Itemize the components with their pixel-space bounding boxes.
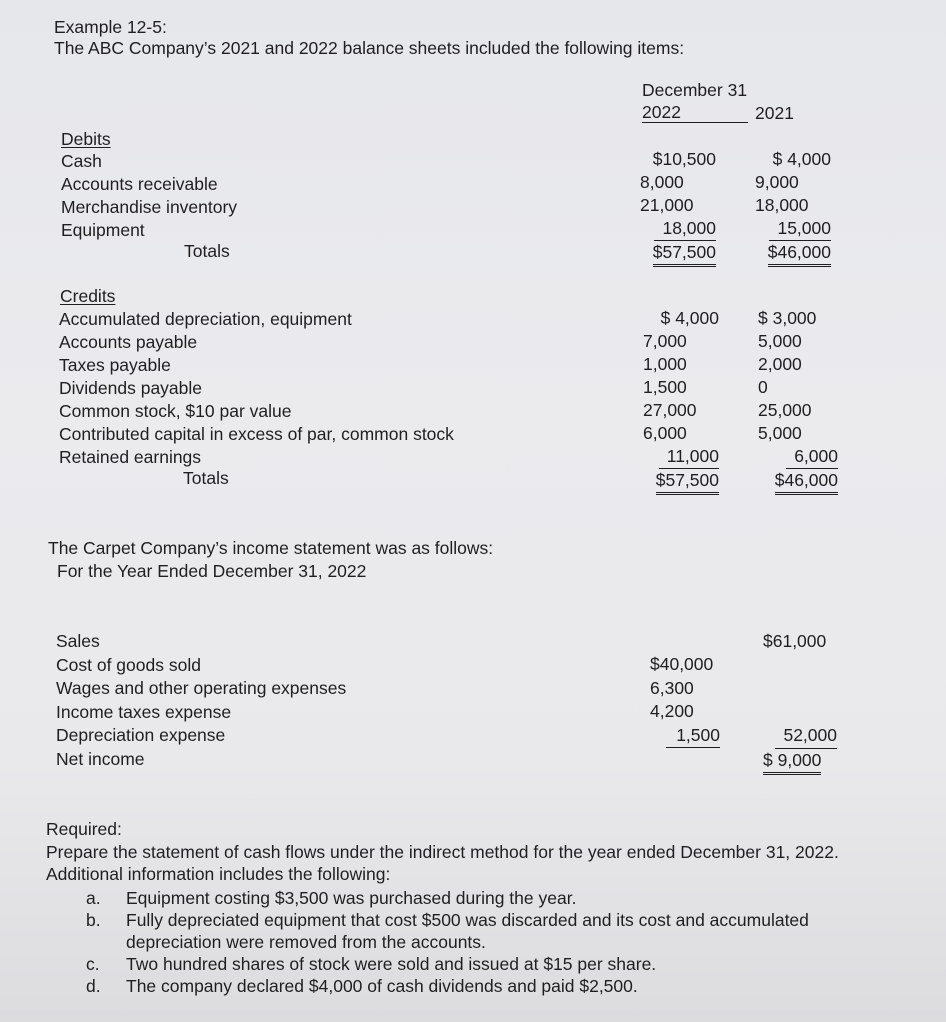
required-title: Required: (46, 819, 122, 839)
income-intro: The Carpet Company’s income statement was as follows: (48, 538, 494, 558)
credits-labels (59, 308, 454, 469)
income-label: Income taxes expense (56, 701, 232, 722)
total-expenses-value: 52,000 (775, 724, 837, 749)
credit-2021-value: 2,000 (758, 354, 802, 374)
list-marker: d. (86, 976, 101, 996)
expense-value: 1,500 (666, 724, 720, 749)
sales-value: $61,000 (763, 631, 827, 651)
credit-2022-value: 7,000 (643, 331, 687, 351)
credit-2021-value: 25,000 (758, 400, 812, 420)
additional-info: Additional information includes the following: (46, 864, 391, 884)
debits-labels (61, 150, 237, 242)
debits-2022-values (640, 148, 716, 267)
credits-title: Credits (60, 286, 116, 306)
list-marker: a. (86, 888, 101, 908)
debit-2022-value: $10,500 (652, 149, 716, 169)
expense-value: 6,300 (650, 677, 694, 698)
debit-2021-value: $ 4,000 (772, 149, 831, 169)
credit-label: Retained earnings (59, 447, 202, 467)
debit-2021-value: 9,000 (755, 172, 799, 192)
credit-label: Common stock, $10 par value (59, 401, 292, 421)
debit-label: Merchandise inventory (61, 197, 238, 217)
debit-label: Accounts receivable (61, 174, 218, 194)
debits-totals-label: Totals (184, 241, 230, 261)
expense-values (650, 653, 720, 748)
list-item-text: depreciation were removed from the accounts. (126, 932, 486, 952)
debit-2022-value: 18,000 (654, 217, 716, 241)
list-item (86, 953, 809, 975)
expense-value: 4,200 (650, 701, 694, 721)
required-instruction: Prepare the statement of cash flows under the indirect method for the year ended December 31, 2022. (46, 842, 839, 862)
credit-2021-value: 5,000 (758, 423, 802, 443)
credit-label: Dividends payable (59, 378, 203, 398)
income-period: For the Year Ended December 31, 2022 (57, 561, 367, 581)
credit-2022-value: 1,000 (643, 354, 687, 374)
income-label: Depreciation expense (56, 725, 226, 745)
credit-2021-value: 5,000 (758, 331, 802, 351)
additional-info-list (86, 887, 809, 997)
list-item-text: Equipment costing $3,500 was purchased during the year. (126, 888, 577, 908)
list-item (86, 909, 809, 953)
credits-total-2022: $57,500 (656, 469, 719, 495)
net-income-value: $ 9,000 (763, 749, 821, 776)
income-totals (763, 724, 837, 775)
credit-label: Accounts payable (59, 332, 198, 352)
credit-label: Accumulated depreciation, equipment (59, 309, 352, 329)
list-item (86, 975, 809, 997)
credit-2021-value: $ 3,000 (758, 308, 817, 328)
income-label: Net income (56, 748, 145, 769)
col-header-december: December 31 (642, 80, 748, 100)
credits-total-2021: $46,000 (775, 469, 838, 495)
credit-2021-value: 0 (758, 377, 768, 397)
debit-label: Cash (61, 151, 102, 171)
credit-2021-value: 6,000 (786, 445, 838, 469)
debits-title: Debits (61, 129, 111, 149)
debit-2022-value: 21,000 (640, 195, 694, 215)
debits-total-2021: $46,000 (768, 241, 831, 267)
debits-total-2022: $57,500 (653, 241, 716, 267)
intro-text: The ABC Company’s 2021 and 2022 balance sheets included the following items: (54, 38, 685, 58)
credit-2022-value: $ 4,000 (660, 308, 719, 328)
list-item-text: Fully depreciated equipment that cost $500 was discarded and its cost and accumulated (126, 910, 809, 930)
expense-value: $40,000 (650, 654, 714, 674)
list-marker: c. (86, 954, 100, 974)
debit-2022-value: 8,000 (640, 172, 684, 192)
list-item (86, 887, 809, 909)
debit-2021-value: 15,000 (769, 217, 831, 241)
credits-2021-values (758, 307, 838, 495)
credit-label: Taxes payable (59, 355, 171, 375)
list-item-text: Two hundred shares of stock were sold and issued at $15 per share. (126, 954, 657, 974)
col-header-2022: 2022 (642, 102, 748, 123)
credit-2022-value: 1,500 (643, 377, 687, 397)
credit-2022-value: 6,000 (643, 423, 687, 443)
income-labels (56, 630, 346, 771)
credits-totals-label: Totals (183, 468, 229, 488)
example-title: Example 12-5: (54, 17, 167, 37)
debit-label: Equipment (61, 220, 145, 240)
income-label: Wages and other operating expenses (56, 678, 347, 698)
income-label: Cost of goods sold (56, 654, 201, 675)
credit-2022-value: 11,000 (659, 445, 719, 469)
col-header-2021: 2021 (755, 103, 794, 123)
debits-2021-values (755, 148, 831, 267)
list-item-text: The company declared $4,000 of cash dividends and paid $2,500. (126, 976, 638, 996)
debit-2021-value: 18,000 (755, 195, 809, 215)
credit-label: Contributed capital in excess of par, common stock (59, 424, 454, 444)
list-marker: b. (86, 910, 101, 930)
income-label: Sales (56, 631, 100, 651)
credits-2022-values (643, 307, 719, 495)
credit-2022-value: 27,000 (643, 400, 697, 420)
